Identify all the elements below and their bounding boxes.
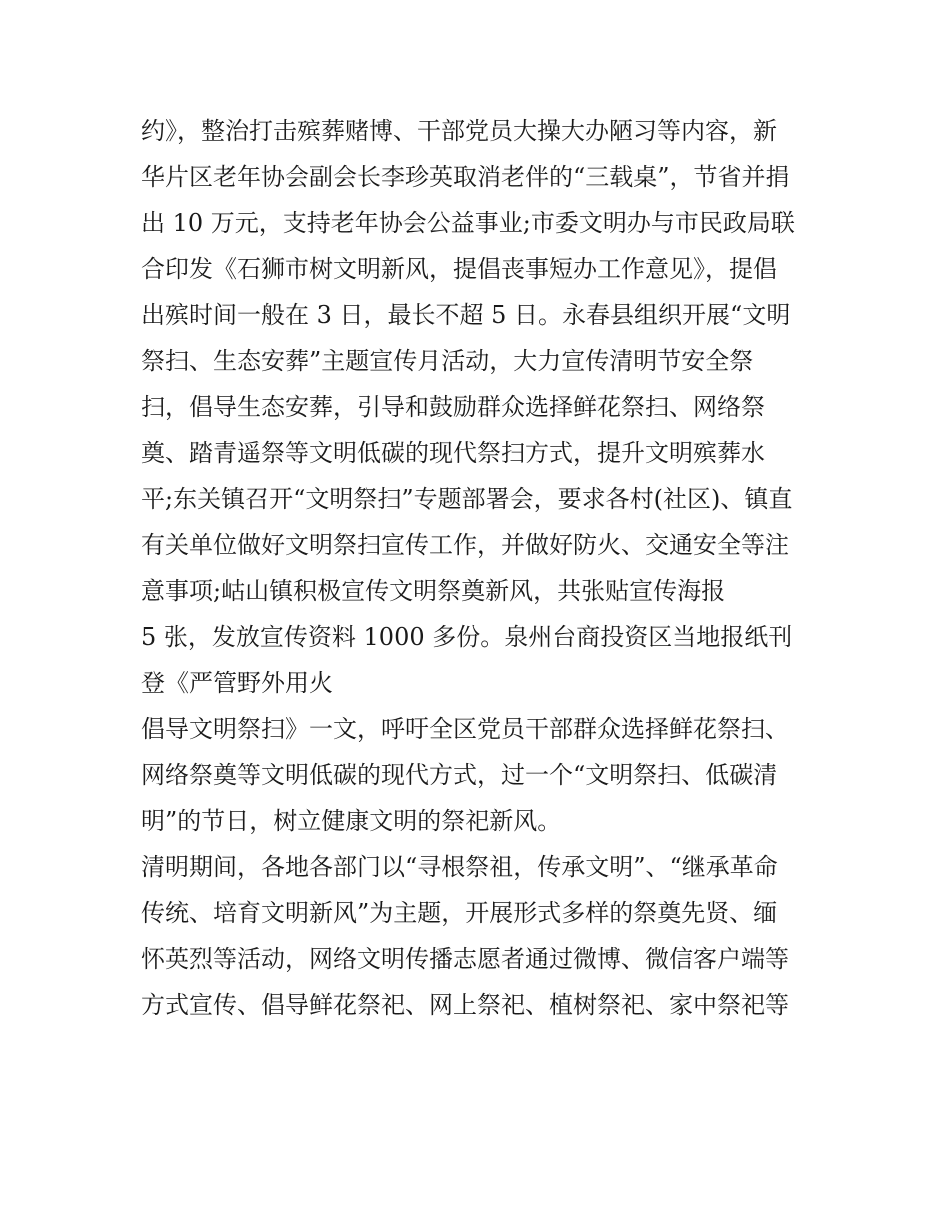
text-line: 约》，整治打击殡葬赌博、干部党员大操大办陋习等内容，新	[141, 117, 777, 145]
text-line: 祭扫、生态安葬”主题宣传月活动，大力宣传清明节安全祭	[141, 347, 754, 375]
text-line: 出 10 万元，支持老年协会公益事业;市委文明办与市民政局联	[141, 209, 795, 237]
text-line: 网络祭奠等文明低碳的现代方式，过一个“文明祭扫、低碳清	[141, 761, 778, 789]
text-line: 平;东关镇召开“文明祭扫”专题部署会，要求各村(社区)、镇直	[141, 485, 793, 513]
body-text	[141, 108, 831, 1028]
text-line: 方式宣传、倡导鲜花祭祀、网上祭祀、植树祭祀、家中祭祀等	[141, 991, 789, 1019]
text-line: 意事项;岵山镇积极宣传文明祭奠新风，共张贴宣传海报	[141, 577, 726, 605]
text-line: 怀英烈等活动，网络文明传播志愿者通过微博、微信客户端等	[141, 945, 789, 973]
text-line: 有关单位做好文明祭扫宣传工作，并做好防火、交通安全等注	[141, 531, 789, 559]
text-line: 倡导文明祭扫》一文，呼吁全区党员干部群众选择鲜花祭扫、	[141, 715, 789, 743]
text-line: 明”的节日，树立健康文明的祭祀新风。	[141, 807, 562, 835]
text-line: 传统、培育文明新风”为主题，开展形式多样的祭奠先贤、缅	[141, 899, 778, 927]
text-line: 登《严管野外用火	[141, 669, 333, 697]
text-line: 出殡时间一般在 3 日，最长不超 5 日。永春县组织开展“文明	[141, 301, 791, 329]
text-line: 合印发《石狮市树文明新风，提倡丧事短办工作意见》，提倡	[141, 255, 777, 283]
text-line: 清明期间，各地各部门以“寻根祭祖，传承文明”、“继承革命	[141, 853, 778, 881]
text-line: 华片区老年协会副会长李珍英取消老伴的“三载桌”，节省并捐	[141, 163, 790, 191]
text-line: 奠、踏青遥祭等文明低碳的现代祭扫方式，提升文明殡葬水	[141, 439, 765, 467]
text-line: 5 张，发放宣传资料 1000 多份。泉州台商投资区当地报纸刊	[141, 623, 793, 651]
text-line: 扫，倡导生态安葬，引导和鼓励群众选择鲜花祭扫、网络祭	[141, 393, 765, 421]
